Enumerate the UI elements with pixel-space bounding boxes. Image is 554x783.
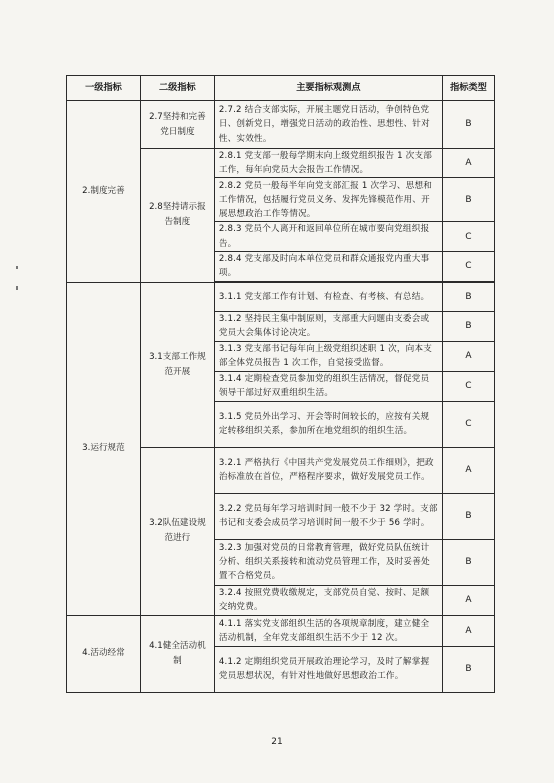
type-cell: B <box>442 646 494 692</box>
point-cell: 2.8.2 党员一般每半年向党支部汇报 1 次学习、思想和工作情况，包括履行党员义务、发挥先锋模范作用、开展思想政治工作等情况。 <box>214 178 442 222</box>
header-level1: 一级指标 <box>67 76 141 101</box>
point-cell: 3.1.3 党支部书记每年向上级党组织述职 1 次，向本支部全体党员报告 1 次工作，自觉接受监督。 <box>214 341 442 371</box>
page-number: 21 <box>271 737 283 747</box>
type-cell: A <box>442 615 494 646</box>
point-cell: 2.7.2 结合支部实际，开展主题党日活动，争创特色党日、创新党日，增强党日活动的政治性、思想性、针对性、实效性。 <box>214 101 442 149</box>
type-cell: A <box>442 447 494 493</box>
type-cell: B <box>442 178 494 222</box>
point-cell: 2.8.4 党支部及时向本单位党员和群众通报党内重大事项。 <box>214 251 442 281</box>
margin-mark <box>16 266 18 269</box>
point-cell: 3.1.1 党支部工作有计划、有检查、有考核、有总结。 <box>214 282 442 311</box>
point-cell: 3.1.2 坚持民主集中制原则，支部重大问题由支委会或党员大会集体讨论决定。 <box>214 311 442 341</box>
point-cell: 3.2.4 按照党费收缴规定，支部党员自觉、按时、足额交纳党费。 <box>214 585 442 615</box>
type-cell: C <box>442 251 494 281</box>
point-cell: 4.1.1 落实党支部组织生活的各项规章制度，建立健全活动机制，全年党支部组织生活不少于 12 次。 <box>214 615 442 646</box>
type-cell: B <box>442 282 494 311</box>
point-cell: 2.8.1 党支部一般每学期末向上级党组织报告 1 次支部工作，每年向党员大会报告工作情况。 <box>214 149 442 178</box>
header-level2: 二级指标 <box>140 76 214 101</box>
type-cell: C <box>442 371 494 401</box>
level2-cell: 2.8坚持请示报告制度 <box>140 149 214 283</box>
level1-cell: 4.活动经常 <box>67 615 141 692</box>
type-cell: A <box>442 149 494 178</box>
table-row <box>67 101 495 149</box>
level2-cell: 3.2队伍建设规范进行 <box>140 447 214 615</box>
table-row <box>67 282 495 311</box>
point-cell: 3.2.2 党员每年学习培训时间一般不少于 32 学时。支部书记和支委会成员学习培训时间一般不少于 56 学时。 <box>214 493 442 539</box>
indicator-table <box>66 75 495 693</box>
header-points: 主要指标观测点 <box>214 76 442 101</box>
point-cell: 4.1.2 定期组织党员开展政治理论学习，及时了解掌握党员思想状况，有针对性地做好思想政治工作。 <box>214 646 442 692</box>
table-row <box>67 615 495 646</box>
point-cell: 3.1.4 定期检查党员参加党的组织生活情况，督促党员领导干部过好双重组织生活。 <box>214 371 442 401</box>
header-type: 指标类型 <box>442 76 494 101</box>
type-cell: C <box>442 222 494 251</box>
type-cell: B <box>442 539 494 585</box>
margin-mark <box>16 286 18 290</box>
level2-cell: 3.1支部工作规范开展 <box>140 282 214 447</box>
level2-cell: 4.1健全活动机制 <box>140 615 214 692</box>
level1-cell: 3.运行规范 <box>67 282 141 615</box>
level1-cell: 2.制度完善 <box>67 101 141 283</box>
type-cell: B <box>442 101 494 149</box>
type-cell: B <box>442 493 494 539</box>
type-cell: A <box>442 341 494 371</box>
type-cell: B <box>442 311 494 341</box>
table-header-row <box>67 76 495 101</box>
type-cell: C <box>442 401 494 447</box>
point-cell: 3.2.3 加强对党员的日常教育管理，做好党员队伍统计分析、组织关系接转和流动党员管理工作，及时妥善处置不合格党员。 <box>214 539 442 585</box>
point-cell: 3.1.5 党员外出学习、开会等时间较长的，应按有关规定转移组织关系，参加所在地党组织的组织生活。 <box>214 401 442 447</box>
type-cell: A <box>442 585 494 615</box>
level2-cell: 2.7坚持和完善党日制度 <box>140 101 214 149</box>
point-cell: 2.8.3 党员个人离开和返回单位所在城市要向党组织报告。 <box>214 222 442 251</box>
point-cell: 3.2.1 严格执行《中国共产党发展党员工作细则》，把政治标准放在首位，严格程序要求，做好发展党员工作。 <box>214 447 442 493</box>
